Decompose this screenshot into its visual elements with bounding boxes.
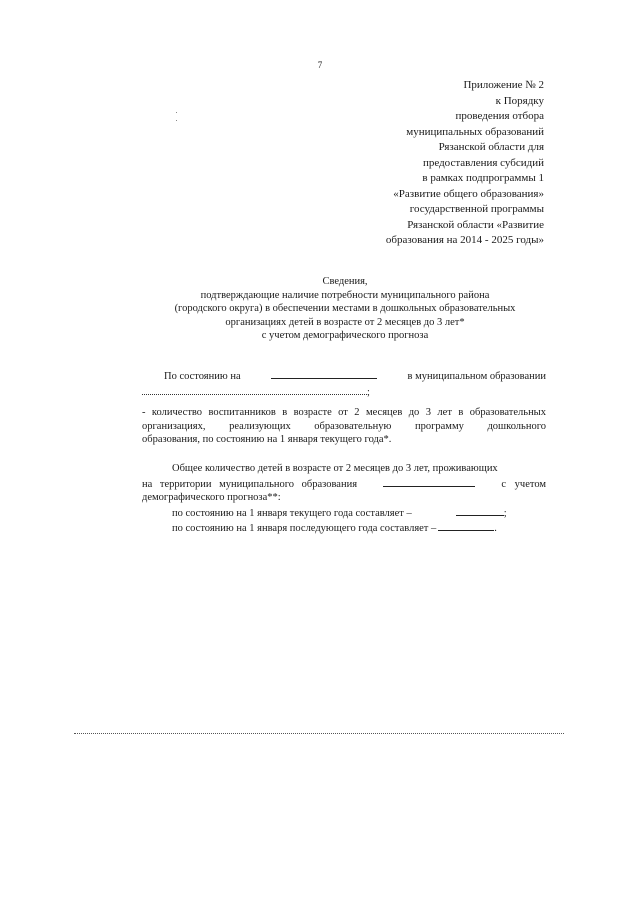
children-line2-prefix: на территории муниципального образования <box>142 478 358 490</box>
appendix-line: Рязанской области «Развитие <box>407 218 544 231</box>
municipality-field[interactable] <box>142 385 367 395</box>
document-title <box>0 275 640 343</box>
date-field[interactable] <box>271 368 377 379</box>
municipality-name-field[interactable] <box>383 476 475 487</box>
title-line: (городского округа) в обеспечении местами в дошкольных образовательных <box>174 303 516 314</box>
children-section <box>142 462 546 536</box>
appendix-line: государственной программы <box>409 203 544 215</box>
children-line2-suffix: с учетом <box>501 478 547 490</box>
title-line: Сведения, <box>322 276 368 287</box>
next-year-field[interactable] <box>438 520 494 531</box>
appendix-line: образования на 2014 - 2025 годы» <box>385 234 544 246</box>
pupils-line: организациях, реализующих образовательную программу дошкольного <box>142 420 546 432</box>
footnote-separator <box>74 733 564 734</box>
page-number: 7 <box>317 60 323 70</box>
pupils-line: - количество воспитанников в возрасте от 2 месяцев до 3 лет в образовательных <box>142 407 546 418</box>
status-middle: в муниципальном образовании <box>407 371 547 382</box>
appendix-line: муниципальных образований <box>406 125 544 138</box>
status-prefix: По состоянию на <box>164 371 241 382</box>
appendix-block <box>324 78 544 249</box>
pupils-section <box>142 406 546 447</box>
status-section <box>142 368 546 399</box>
appendix-line: «Развитие общего образования» <box>393 187 544 200</box>
children-line1: Общее количество детей в возрасте от 2 месяцев до 3 лет, проживающих <box>172 463 498 474</box>
children-line3: демографического прогноза**: <box>142 492 281 503</box>
title-line: с учетом демографического прогноза <box>261 330 429 341</box>
appendix-line: в рамках подпрограммы 1 <box>422 172 544 184</box>
appendix-line: Рязанской области для <box>438 141 544 153</box>
appendix-line: предоставления субсидий <box>422 156 544 169</box>
current-year-label: по состоянию на 1 января текущего года составляет – <box>172 507 412 519</box>
title-line: организациях детей в возрасте от 2 месяцев до 3 лет* <box>225 316 465 328</box>
pupils-line: образования, по состоянию на 1 января текущего года*. <box>142 434 392 445</box>
scan-speck <box>176 120 177 121</box>
appendix-line: проведения отбора <box>455 110 544 122</box>
next-year-end: . <box>494 523 497 534</box>
current-year-field[interactable] <box>456 505 504 516</box>
scan-speck <box>176 112 177 113</box>
status-end: ; <box>367 386 370 398</box>
appendix-line: к Порядку <box>495 94 544 107</box>
current-year-end: ; <box>503 507 507 519</box>
next-year-label: по состоянию на 1 января последующего года составляет – <box>172 523 437 534</box>
title-line: подтверждающие наличие потребности муниципального района <box>200 289 490 301</box>
appendix-line: Приложение № 2 <box>463 79 544 91</box>
